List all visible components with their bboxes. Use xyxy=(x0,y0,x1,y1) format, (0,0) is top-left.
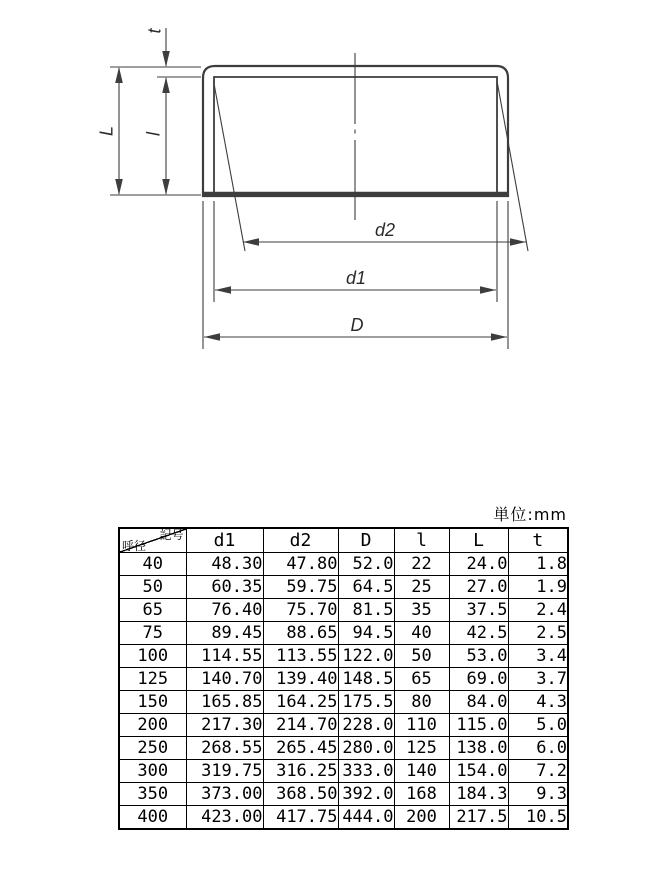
dimension-value-cell: 65 xyxy=(394,668,449,691)
dimension-value-cell: 138.0 xyxy=(449,737,508,760)
label-d1: d1 xyxy=(345,268,367,288)
dimension-value-cell: 4.3 xyxy=(508,691,568,714)
table-row xyxy=(119,553,568,576)
dimension-value-cell: 217.5 xyxy=(449,806,508,830)
dimension-value-cell: 392.0 xyxy=(338,783,394,806)
dimension-value-cell: 76.40 xyxy=(186,599,263,622)
dimension-value-cell: 64.5 xyxy=(338,576,394,599)
dimension-value-cell: 3.4 xyxy=(508,645,568,668)
dimension-value-cell: 42.5 xyxy=(449,622,508,645)
dimension-value-cell: 81.5 xyxy=(338,599,394,622)
dimension-value-cell: 35 xyxy=(394,599,449,622)
dimension-value-cell: 228.0 xyxy=(338,714,394,737)
nominal-diameter-cell: 50 xyxy=(119,576,186,599)
dimension-value-cell: 50 xyxy=(394,645,449,668)
dimension-value-cell: 9.3 xyxy=(508,783,568,806)
table-row xyxy=(119,622,568,645)
dimension-value-cell: 122.0 xyxy=(338,645,394,668)
dimension-value-cell: 113.55 xyxy=(263,645,338,668)
nominal-diameter-cell: 65 xyxy=(119,599,186,622)
dimension-value-cell: 89.45 xyxy=(186,622,263,645)
dimension-value-cell: 139.40 xyxy=(263,668,338,691)
dimension-value-cell: 24.0 xyxy=(449,553,508,576)
table-row xyxy=(119,576,568,599)
dimension-value-cell: 80 xyxy=(394,691,449,714)
dimension-value-cell: 165.85 xyxy=(186,691,263,714)
dimension-value-cell: 52.0 xyxy=(338,553,394,576)
dimension-value-cell: 60.35 xyxy=(186,576,263,599)
left-extension-lines xyxy=(110,67,201,195)
dimension-value-cell: 94.5 xyxy=(338,622,394,645)
col-header-l: l xyxy=(394,528,449,553)
table-row xyxy=(119,599,568,622)
dimension-value-cell: 280.0 xyxy=(338,737,394,760)
dimension-value-cell: 444.0 xyxy=(338,806,394,830)
dimension-value-cell: 368.50 xyxy=(263,783,338,806)
dimension-value-cell: 265.45 xyxy=(263,737,338,760)
col-header-D: D xyxy=(338,528,394,553)
dimension-value-cell: 164.25 xyxy=(263,691,338,714)
dimension-value-cell: 125 xyxy=(394,737,449,760)
nominal-diameter-cell: 75 xyxy=(119,622,186,645)
dimension-value-cell: 268.55 xyxy=(186,737,263,760)
dimension-value-cell: 200 xyxy=(394,806,449,830)
dimension-value-cell: 2.4 xyxy=(508,599,568,622)
dimension-value-cell: 7.2 xyxy=(508,760,568,783)
dimension-value-cell: 6.0 xyxy=(508,737,568,760)
dimension-value-cell: 25 xyxy=(394,576,449,599)
dimension-value-cell: 316.25 xyxy=(263,760,338,783)
dimension-value-cell: 88.65 xyxy=(263,622,338,645)
label-D: D xyxy=(350,315,364,335)
table-row xyxy=(119,645,568,668)
col-header-d1: d1 xyxy=(186,528,263,553)
dimension-value-cell: 84.0 xyxy=(449,691,508,714)
dimension-value-cell: 217.30 xyxy=(186,714,263,737)
oblique-ext-right xyxy=(497,81,528,251)
dimension-value-cell: 168 xyxy=(394,783,449,806)
dimension-value-cell: 53.0 xyxy=(449,645,508,668)
dimension-value-cell: 373.00 xyxy=(186,783,263,806)
dimension-value-cell: 1.9 xyxy=(508,576,568,599)
dimension-value-cell: 140.70 xyxy=(186,668,263,691)
dimension-value-cell: 27.0 xyxy=(449,576,508,599)
corner-header-cell xyxy=(119,528,186,553)
dimension-value-cell: 69.0 xyxy=(449,668,508,691)
dimension-value-cell: 333.0 xyxy=(338,760,394,783)
label-l: l xyxy=(143,132,164,136)
dimension-value-cell: 175.5 xyxy=(338,691,394,714)
dimension-value-cell: 1.8 xyxy=(508,553,568,576)
dimension-value-cell: 5.0 xyxy=(508,714,568,737)
label-L: L xyxy=(96,125,117,137)
dimension-value-cell: 154.0 xyxy=(449,760,508,783)
dimension-L xyxy=(115,67,123,195)
nominal-diameter-cell: 40 xyxy=(119,553,186,576)
dimension-value-cell: 48.30 xyxy=(186,553,263,576)
table-row xyxy=(119,783,568,806)
dimension-value-cell: 423.00 xyxy=(186,806,263,830)
nominal-diameter-cell: 400 xyxy=(119,806,186,830)
dimension-table xyxy=(118,527,569,830)
table-row xyxy=(119,806,568,830)
dimension-value-cell: 37.5 xyxy=(449,599,508,622)
table-row xyxy=(119,737,568,760)
dimension-value-cell: 319.75 xyxy=(186,760,263,783)
nominal-diameter-cell: 150 xyxy=(119,691,186,714)
dimension-value-cell: 59.75 xyxy=(263,576,338,599)
dimension-value-cell: 417.75 xyxy=(263,806,338,830)
dimension-value-cell: 148.5 xyxy=(338,668,394,691)
dimension-value-cell: 2.5 xyxy=(508,622,568,645)
dimension-value-cell: 47.80 xyxy=(263,553,338,576)
corner-nominal-label: 呼径 xyxy=(122,539,147,553)
table-row xyxy=(119,691,568,714)
col-header-d2: d2 xyxy=(263,528,338,553)
col-header-t: t xyxy=(508,528,568,553)
dimension-value-cell: 114.55 xyxy=(186,645,263,668)
table-row xyxy=(119,760,568,783)
corner-symbol-label: 記号 xyxy=(159,528,184,542)
dimension-value-cell: 110 xyxy=(394,714,449,737)
dimension-value-cell: 184.3 xyxy=(449,783,508,806)
nominal-diameter-cell: 100 xyxy=(119,645,186,668)
dimension-value-cell: 140 xyxy=(394,760,449,783)
unit-label: 単位:mm xyxy=(493,505,567,524)
dimension-value-cell: 10.5 xyxy=(508,806,568,830)
dimension-value-cell: 115.0 xyxy=(449,714,508,737)
oblique-ext-left xyxy=(214,81,246,251)
dimension-value-cell: 22 xyxy=(394,553,449,576)
label-t: t xyxy=(144,28,165,34)
nominal-diameter-cell: 250 xyxy=(119,737,186,760)
label-d2: d2 xyxy=(374,220,396,240)
table-row xyxy=(119,668,568,691)
header-row xyxy=(119,528,568,553)
nominal-diameter-cell: 350 xyxy=(119,783,186,806)
dimension-value-cell: 40 xyxy=(394,622,449,645)
nominal-diameter-cell: 125 xyxy=(119,668,186,691)
dimension-value-cell: 214.70 xyxy=(263,714,338,737)
dimension-value-cell: 75.70 xyxy=(263,599,338,622)
dimension-value-cell: 3.7 xyxy=(508,668,568,691)
col-header-L: L xyxy=(449,528,508,553)
dimension-t-and-l xyxy=(162,28,170,195)
nominal-diameter-cell: 300 xyxy=(119,760,186,783)
nominal-diameter-cell: 200 xyxy=(119,714,186,737)
table-row xyxy=(119,714,568,737)
